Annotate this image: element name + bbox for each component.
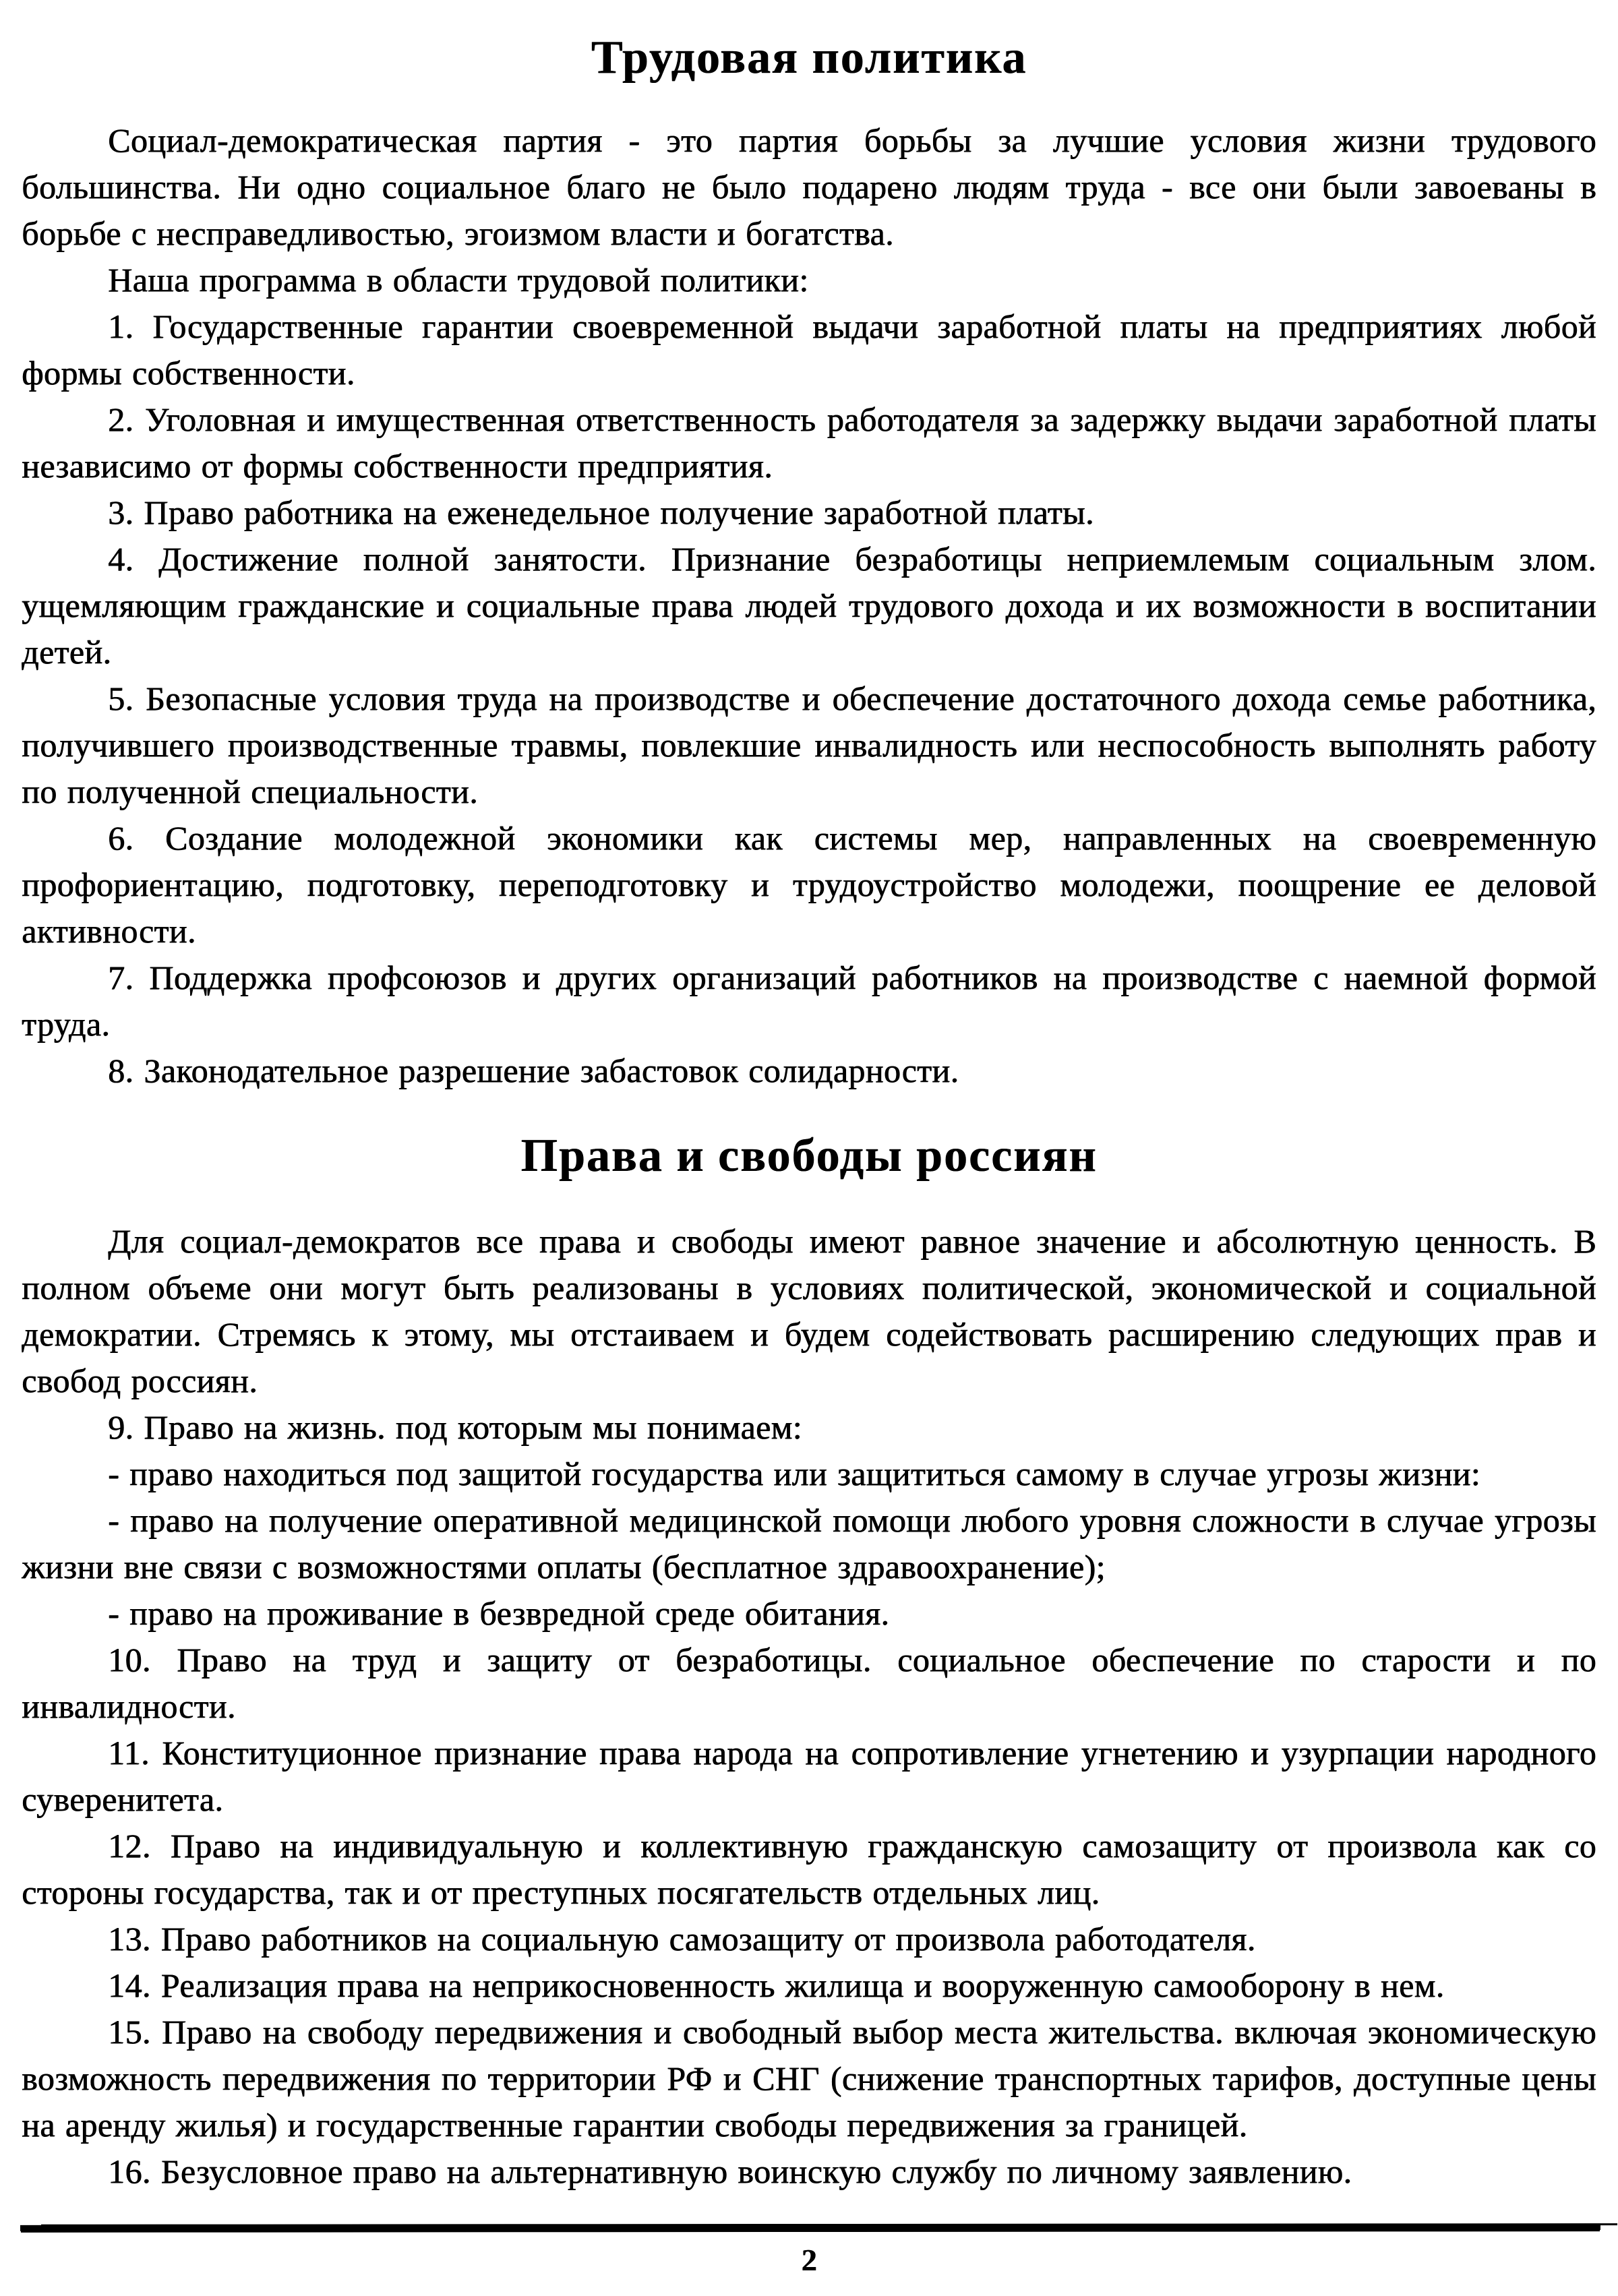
section-title-labor-policy: Трудовая политика bbox=[591, 32, 1027, 84]
list-item-11: 11. Конституционное признание права народа на сопротивление угнетению и узурпации народного суверенитета. bbox=[22, 1734, 1596, 1818]
list-item-14: 14. Реализация права на неприкосновенность жилища и вооруженную самооборону в нем. bbox=[108, 1966, 1445, 2004]
list-item-13: 13. Право работников на социальную самозащиту от произвола работодателя. bbox=[108, 1920, 1256, 1958]
bullet-item: - право находиться под защитой государства или защититься самому в случае угрозы жизни: bbox=[108, 1455, 1480, 1492]
list-item-15: 15. Право на свободу передвижения и свободный выбор места жительства. включая экономическую возможность передвижения по территории РФ и СНГ (снижение транспортных тарифов, доступные цены на аренду жилья) и государственные гарантии свободы передвижения за границей. bbox=[22, 2013, 1596, 2144]
list-item-3: 3. Право работника на еженедельное получение заработной платы. bbox=[108, 493, 1094, 531]
list-item-6: 6. Создание молодежной экономики как системы мер, направленных на своевременную профориентацию, подготовку, переподготовку и трудоустройство молодежи, поощрение ее деловой активности. bbox=[22, 819, 1596, 950]
list-item-2: 2. Уголовная и имущественная ответственность работодателя за задержку выдачи заработной платы независимо от формы собственности предприятия. bbox=[22, 400, 1596, 485]
bullet-item: - право на получение оперативной медицинской помощи любого уровня сложности в случае угрозы жизни вне связи с возможностями оплаты (бесплатное здравоохранение); bbox=[22, 1501, 1596, 1585]
list-item-10: 10. Право на труд и защиту от безработицы. социальное обеспечение по старости и по инвалидности. bbox=[22, 1641, 1596, 1725]
list-item-9: 9. Право на жизнь. под которым мы понимаем: bbox=[108, 1408, 802, 1446]
list-item-8: 8. Законодательное разрешение забастовок солидарности. bbox=[108, 1052, 959, 1089]
list-item-1: 1. Государственные гарантии своевременной выдачи заработной платы на предприятиях любой формы собственности. bbox=[22, 307, 1596, 392]
footer-rule bbox=[20, 2224, 1600, 2231]
list-item-5: 5. Безопасные условия труда на производстве и обеспечение достаточного дохода семье работника, получившего производственные травмы, повлекшие инвалидность или неспособность выполнять работу по полученной специальности. bbox=[22, 679, 1596, 810]
intro-paragraph: Для социал-демократов все права и свободы имеют равное значение и абсолютную ценность. В полном объеме они могут быть реализованы в условиях политической, экономической и социальной демократии. Стремясь к этому, мы отстаиваем и будем содействовать расширению следующих прав и свобод россиян. bbox=[22, 1222, 1596, 1399]
page-number: 2 bbox=[801, 2243, 817, 2277]
intro-paragraph: Социал-демократическая партия - это партия борьбы за лучшие условия жизни трудового большинства. Ни одно социальное благо не было подарено людям труда - все они были завоеваны в борьбе с несправедливостью, эгоизмом власти и богатства. bbox=[22, 121, 1596, 252]
section-title-rights-freedoms: Права и свободы россиян bbox=[520, 1130, 1098, 1182]
list-item-12: 12. Право на индивидуальную и коллективную гражданскую самозащиту от произвола как со стороны государства, так и от преступных посягательств отдельных лиц. bbox=[22, 1827, 1596, 1911]
program-lead-line: Наша программа в области трудовой политики: bbox=[108, 261, 809, 299]
list-item-16: 16. Безусловное право на альтернативную воинскую службу по личному заявлению. bbox=[108, 2152, 1352, 2190]
list-item-7: 7. Поддержка профсоюзов и других организаций работников на производстве с наемной формой труда. bbox=[22, 959, 1596, 1043]
list-item-4: 4. Достижение полной занятости. Признание безработицы неприемлемым социальным злом. ущемляющим гражданские и социальные права людей трудового дохода и их возможности в воспитании детей. bbox=[22, 540, 1596, 671]
bullet-item: - право на проживание в безвредной среде обитания. bbox=[108, 1594, 890, 1632]
